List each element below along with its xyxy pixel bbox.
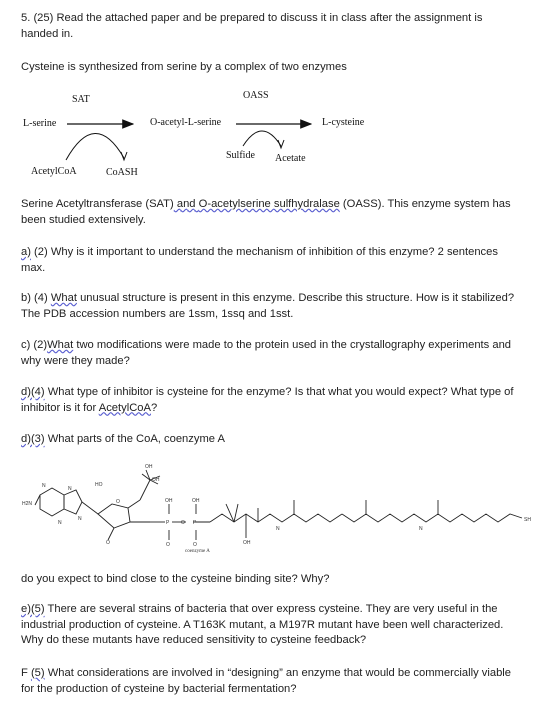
question-d4-keyword: AcetylCoA bbox=[98, 401, 151, 414]
question-d3-text: What parts of the CoA, coenzyme A bbox=[44, 433, 225, 445]
atom-sh: SH bbox=[524, 517, 531, 523]
question-d3-continued: do you expect to bind close to the cysteine binding site? Why? bbox=[21, 573, 330, 585]
atom-n-2: N bbox=[68, 486, 72, 492]
atom-o-4: O bbox=[193, 542, 197, 548]
sat-name: Serine Acetyltransferase (SAT) bbox=[21, 198, 174, 210]
atom-o-3: O bbox=[166, 542, 170, 548]
question-d4-end: ? bbox=[150, 401, 158, 414]
question-d4-label: d)(4) bbox=[21, 386, 45, 398]
oass-name: O-acetylserine sulfhydralase bbox=[198, 198, 340, 210]
intermediate-label: O-acetyl-L-serine bbox=[150, 117, 222, 128]
atom-o-5: O bbox=[181, 520, 185, 526]
question-d4-text: What type of inhibitor is cysteine for the enzyme? Is that what you would expect? What type of inhibitor is it for bbox=[21, 386, 514, 414]
enzyme-sat-label: SAT bbox=[72, 94, 90, 105]
acetylcoa-label: AcetylCoA bbox=[31, 166, 77, 177]
question-f-label: F bbox=[21, 667, 31, 679]
atom-oh-5: OH bbox=[243, 540, 251, 546]
sulfide-label: Sulfide bbox=[226, 150, 255, 161]
substrate-label: L-serine bbox=[23, 118, 57, 129]
coash-label: CoASH bbox=[106, 167, 138, 178]
atom-o-ring: O bbox=[116, 499, 120, 505]
question-b-keyword: What bbox=[50, 292, 77, 304]
question-f bbox=[21, 666, 521, 697]
atom-n-6: N bbox=[419, 526, 423, 532]
atom-o-2: O bbox=[106, 540, 110, 546]
question-f-text: What considerations are involved in “designing” an enzyme that would be commercially viable for the production of cysteine by bacterial fermentation? bbox=[21, 667, 512, 695]
question-b-label: b) (4) bbox=[21, 292, 51, 304]
synthesis-statement: Cysteine is synthesized from serine by a complex of two enzymes bbox=[21, 61, 347, 73]
question-b-text: unusual structure is present in this enzyme. Describe this structure. How is it stabilized? The PDB accession numbers are 1ssm, 1ssq and 1sst. bbox=[21, 292, 515, 320]
atom-oh-1: OH bbox=[145, 464, 153, 470]
atom-p-2: P bbox=[193, 520, 197, 526]
question-d3-label: d)(3) bbox=[21, 433, 45, 445]
question-c-keyword: What bbox=[47, 339, 74, 351]
question-c-label: c) (2) bbox=[21, 339, 48, 351]
acetate-label: Acetate bbox=[275, 153, 306, 164]
question-a-label: a) bbox=[21, 246, 31, 258]
coenzyme-a-caption: coenzyme A bbox=[185, 549, 210, 554]
and-text: and bbox=[173, 198, 199, 210]
question-e-label: e)(5) bbox=[21, 603, 45, 615]
description-rest: (OASS). This enzyme system has been studied extensively. bbox=[21, 198, 511, 226]
atom-n-4: N bbox=[78, 516, 82, 522]
atom-h2n: H2N bbox=[22, 501, 33, 507]
product-label: L-cysteine bbox=[322, 117, 365, 128]
question-f-points: (5) bbox=[30, 667, 45, 679]
atom-ho: HO bbox=[95, 482, 103, 488]
question-e-text: There are several strains of bacteria that over express cysteine. They are very useful in the industrial production of cysteine. A T163K mutant, a M197R mutant have been well characterized. Why do these mutants have reduced sensitivity to cysteine feedback? bbox=[21, 603, 504, 646]
question-e bbox=[21, 602, 521, 649]
question-c-text: two modifications were made to the protein used in the crystallography experiments and why were they made? bbox=[21, 339, 512, 367]
enzyme-oass-label: OASS bbox=[243, 90, 269, 101]
atom-p-1: P bbox=[166, 520, 170, 526]
atom-n-1: N bbox=[42, 483, 46, 489]
atom-oh-3: OH bbox=[165, 498, 173, 504]
question-5-intro: 5. (25) Read the attached paper and be prepared to discuss it in class after the assignment is handed in. bbox=[21, 12, 483, 40]
atom-n-5: N bbox=[276, 526, 280, 532]
question-a-text: (2) Why is it important to understand the mechanism of inhibition of this enzyme? 2 sentences max. bbox=[21, 246, 498, 274]
atom-oh-2: OH bbox=[152, 477, 160, 483]
atom-n-3: N bbox=[58, 520, 62, 526]
atom-oh-4: OH bbox=[192, 498, 200, 504]
